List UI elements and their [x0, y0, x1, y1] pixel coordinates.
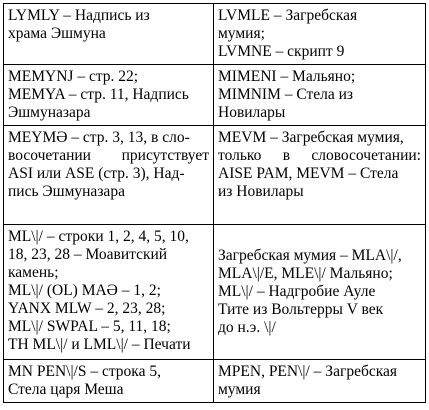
cell-text: из Новилары: [218, 183, 304, 200]
cell-text: Тите из Вольтерры V век: [218, 301, 384, 318]
cell-text: 18, 23, 28 – Моавитский: [8, 246, 168, 263]
cell-text: восочетании присутствует: [8, 147, 209, 164]
cell-right: [214, 225, 426, 360]
cell-text: MLA\|/E, MLE\|/ Мальяно;: [218, 265, 393, 282]
cell-text: Новилары: [218, 104, 286, 121]
cell-text: MEYMƏ – стр. 3, 13, в сло-: [8, 129, 190, 146]
cell-text: мумия: [218, 381, 261, 398]
cell-text: MPEN, PEN\|/ – Загребская: [218, 363, 398, 380]
cell-text: пись Эшмуназара: [8, 183, 125, 200]
cell-right: [214, 360, 426, 403]
cell-text: YANX MLW – 2, 23, 28;: [8, 300, 166, 317]
cell-text: MEMYNJ – стр. 22;: [8, 68, 139, 85]
cell-right: [214, 4, 426, 65]
cell-text: MIMENI – Мальяно;: [218, 68, 356, 85]
cell-text: Загребская мумия – MLA\|/,: [218, 247, 402, 264]
cell-text: камень;: [8, 264, 59, 281]
cell-left: [4, 65, 214, 126]
table-row: [4, 225, 426, 360]
cell-left: [4, 126, 214, 225]
cell-text: AISE PAM, MEVM – Стела: [218, 165, 399, 182]
table-row: [4, 126, 426, 225]
table-row: [4, 4, 426, 65]
cell-text: MN PEN\|/S – строка 5,: [8, 363, 161, 380]
cell-text: ML\|/ SWPAL – 5, 11, 18;: [8, 318, 171, 335]
cell-text: LVMLE – Загребская: [218, 7, 358, 24]
cell-right: [214, 65, 426, 126]
cell-text: ML\|/ (OL) MAƏ – 1, 2;: [8, 282, 161, 299]
cell-text: MEMYA – стр. 11, Надпись: [8, 86, 189, 103]
cell-text: TH ML\|/ и LML\|/ – Печати: [8, 336, 191, 353]
comparison-table: [3, 3, 426, 403]
cell-text: LVMNE – скрипт 9: [218, 43, 345, 60]
cell-right: [214, 126, 426, 225]
cell-text: ML\|/ – Надгробие Ауле: [218, 283, 376, 300]
table-row: [4, 360, 426, 403]
cell-text: до н.э. \|/: [218, 319, 276, 336]
cell-text: Эшмуназара: [8, 104, 91, 121]
cell-left: [4, 225, 214, 360]
cell-left: [4, 4, 214, 65]
cell-text: MEVM – Загребская мумия,: [218, 129, 404, 146]
cell-left: [4, 360, 214, 403]
table-row: [4, 65, 426, 126]
cell-text: ML\|/ – строки 1, 2, 4, 5, 10,: [8, 228, 189, 245]
cell-text: Стела царя Меша: [8, 381, 124, 398]
cell-text: ASI или ASE (стр. 3), Над-: [8, 165, 185, 182]
cell-text: храма Эшмуна: [8, 25, 106, 42]
cell-text: только в словосочетании:: [218, 147, 421, 164]
cell-text: MIMNIM – Стела из: [218, 86, 354, 103]
cell-text: мумия;: [218, 25, 265, 42]
cell-text: LYMLY – Надпись из: [8, 7, 150, 24]
